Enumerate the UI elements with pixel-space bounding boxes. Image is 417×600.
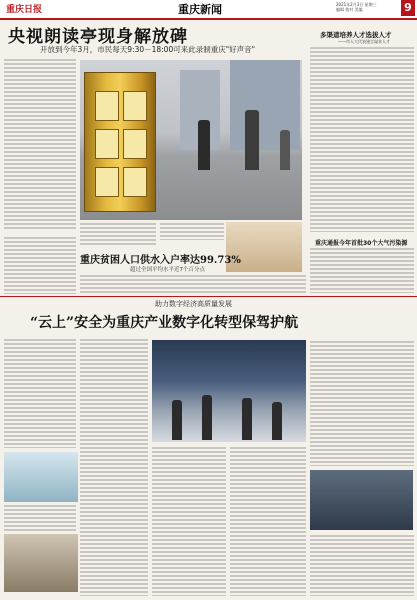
- feature-body-col2: [80, 338, 148, 596]
- editor-meta: 编辑 校对 美编: [336, 7, 363, 12]
- kiosk-window: [123, 167, 147, 197]
- feature-body-col5: [310, 340, 414, 466]
- feature-body-col4: [230, 446, 306, 596]
- right-col-body-1: [310, 46, 414, 232]
- person: [272, 402, 282, 440]
- kiosk-window: [123, 129, 147, 159]
- poverty-headline: 重庆贫困人口供水入户率达99.73%: [80, 255, 241, 266]
- feature-photo: [152, 340, 306, 442]
- kiosk-window: [123, 91, 147, 121]
- dateline: [336, 2, 377, 12]
- poverty-body-left: [4, 236, 76, 294]
- right-col-subhead-1: ——市人大代表建言谋求人才: [338, 39, 390, 44]
- kiosk-window: [95, 91, 119, 121]
- lead-body-mid: [80, 222, 156, 246]
- right-col-headline-2: 重庆通报今年首批30个大气污染源: [315, 240, 408, 247]
- lead-subhead: 开放到今年3月，市民每天9:30－18:00可来此录制重庆"好声音": [40, 45, 256, 54]
- feature-photo-right: [310, 470, 413, 530]
- person: [198, 120, 210, 170]
- lead-headline: 央视朗读亭现身解放碑: [8, 27, 188, 47]
- poverty-subhead: 超过全国平均水平近7个百分点: [130, 267, 206, 273]
- feature-body-col6: [310, 534, 414, 596]
- feature-photo-left: [4, 452, 78, 502]
- right-col-headline-1: 多渠道培养人才选拔人才: [320, 31, 392, 39]
- person: [202, 395, 212, 440]
- lead-photo-caption: [160, 222, 224, 240]
- kiosk-window: [95, 167, 119, 197]
- person: [172, 400, 182, 440]
- date-text: 2021年2月3日 星期三: [336, 2, 377, 7]
- kiosk-window: [95, 129, 119, 159]
- feature-kicker: 助力数字经济高质量发展: [155, 300, 232, 308]
- feature-body-col1: [4, 338, 76, 448]
- lead-body-left: [4, 58, 76, 230]
- feature-headline: “云上”安全为重庆产业数字化转型保驾护航: [30, 315, 299, 331]
- newspaper-logo: 重庆日报: [6, 5, 43, 15]
- poverty-body: [80, 274, 306, 294]
- person: [242, 398, 252, 440]
- feature-body-col1b: [4, 504, 76, 532]
- feature-body-col3: [152, 446, 226, 596]
- person: [280, 130, 290, 170]
- section-title: 重庆新闻: [178, 3, 222, 16]
- person: [245, 110, 259, 170]
- phone-booth-icon: [84, 72, 156, 212]
- feature-photo-left-2: [4, 534, 78, 592]
- page-number: 9: [401, 0, 415, 16]
- right-col-body-2: [310, 247, 414, 293]
